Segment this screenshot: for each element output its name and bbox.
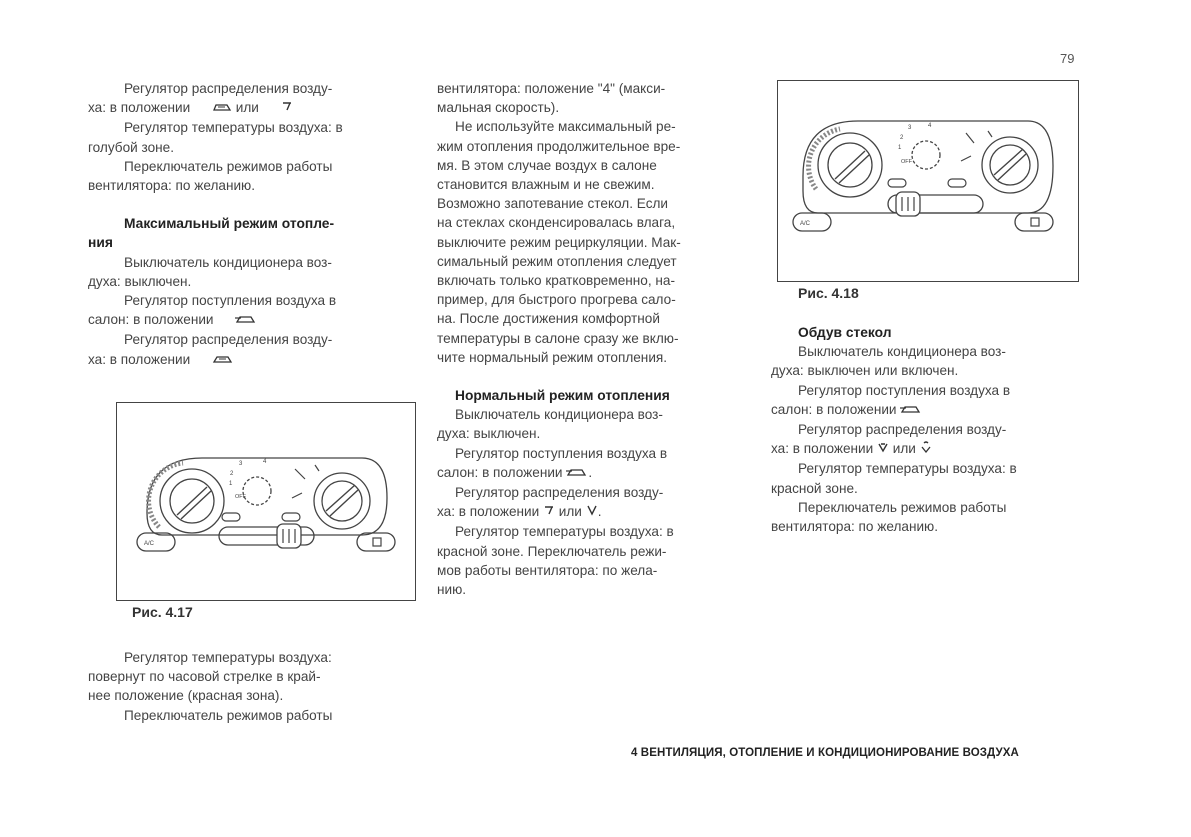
- fresh-air-icon: [900, 401, 922, 420]
- face-vent-icon: [543, 503, 555, 522]
- text: салон: в положении: [88, 312, 214, 328]
- figure-caption: Рис. 4.17: [132, 604, 193, 620]
- text-line: нее положение (красная зона).: [88, 688, 284, 704]
- fresh-air-icon: [217, 311, 257, 330]
- text-line: на стеклах сконденсировалась влага,: [437, 215, 676, 231]
- text-line: Выключатель кондиционера воз-: [798, 344, 1006, 360]
- text-line: вентилятора: по желанию.: [88, 178, 256, 194]
- text-line: симальный режим отопления следует: [437, 253, 677, 269]
- paragraph: [88, 253, 416, 291]
- paragraph: [88, 648, 416, 706]
- defrost-icon: [920, 440, 932, 459]
- text-line: ха: в положении или .: [437, 502, 749, 522]
- ac-button-label: A/C: [800, 221, 811, 227]
- text-line: [771, 400, 1083, 420]
- face-vent-icon: [263, 99, 293, 118]
- text-line: на. После достижения комфортной: [437, 311, 660, 327]
- text-line: мальная скорость).: [437, 100, 560, 116]
- text-line: пример, для быстрого прогрева сало-: [437, 292, 676, 308]
- text-line: Переключатель режимов работы: [124, 707, 333, 723]
- text-line: мов работы вентилятора: по жела-: [437, 562, 658, 578]
- paragraph: [106, 706, 416, 725]
- text: Максимальный режим отопле-: [124, 216, 335, 232]
- text-line: духа: выключен.: [437, 426, 541, 442]
- column-3: [771, 323, 1083, 536]
- text-line: Регулятор поступления воздуха в: [798, 382, 1011, 398]
- text-line: Выключатель кондиционера воз-: [455, 407, 663, 423]
- paragraph: [88, 157, 416, 195]
- text-line: голубой зоне.: [88, 139, 175, 155]
- text: салон: в положении: [437, 464, 563, 480]
- text-line: Регулятор распределения возду-: [798, 422, 1007, 438]
- speed-label: 1: [229, 481, 233, 487]
- page-number: 79: [1060, 51, 1075, 66]
- text-line: чите нормальный режим отопления.: [437, 349, 668, 365]
- text-line: становится влажным и не свежим.: [437, 177, 655, 193]
- text-line: температуры в салоне сразу же вклю-: [437, 330, 679, 346]
- text-line: духа: выключен.: [88, 273, 192, 289]
- figure-4-17: [116, 402, 416, 601]
- car-airflow-icon: [194, 351, 234, 370]
- text: ха: в положении: [88, 351, 191, 367]
- figure-4-18: [777, 80, 1079, 282]
- text-line: [88, 100, 293, 115]
- text-line: Регулятор распределения возду-: [455, 485, 664, 501]
- text: ха: в положении: [88, 100, 191, 116]
- text-line: жим отопления продолжительное вре-: [437, 138, 681, 154]
- text-line: Регулятор распределения возду-: [124, 332, 333, 348]
- page-footer: 4 ВЕНТИЛЯЦИЯ, ОТОПЛЕНИЕ И КОНДИЦИОНИРОВАНИЕ ВОЗДУХА: [631, 747, 1019, 759]
- off-label: OFF: [901, 159, 912, 165]
- speed-label: 4: [928, 123, 932, 129]
- control-panel-drawing: [117, 403, 415, 600]
- section-heading: Обдув стекол: [798, 325, 892, 340]
- text-line: нию.: [437, 582, 467, 598]
- text-line: [771, 439, 1083, 459]
- text-line: Переключатель режимов работы: [798, 499, 1007, 515]
- column-2: [437, 79, 749, 599]
- paragraph: [88, 291, 416, 330]
- text: или: [235, 100, 259, 116]
- column-1-bottom: [88, 648, 416, 725]
- figure-caption: Рис. 4.18: [798, 285, 859, 301]
- text: или: [558, 504, 582, 520]
- text: ха: в положении: [437, 504, 540, 520]
- off-label: OFF: [235, 494, 246, 500]
- text: или: [892, 441, 916, 457]
- text-line: Регулятор поступления воздуха в: [124, 293, 337, 309]
- speed-label: 1: [898, 145, 902, 151]
- text-line: включать только кратковременно, на-: [437, 273, 675, 289]
- text-line: салон: в положении .: [437, 463, 749, 483]
- speed-label: 4: [263, 459, 267, 465]
- column-1-top: [88, 79, 416, 370]
- control-panel-drawing: [778, 81, 1078, 281]
- text-line: [88, 312, 257, 327]
- text-line: Регулятор температуры воздуха:: [124, 650, 332, 665]
- text-line: Регулятор распределения возду-: [124, 81, 333, 96]
- text-line: Возможно запотевание стекол. Если: [437, 196, 669, 212]
- text-line: вентилятора: по желанию.: [771, 519, 939, 535]
- text: салон: в положении: [771, 401, 897, 417]
- speed-label: 3: [908, 125, 912, 131]
- text-line: выключите режим рециркуляции. Мак-: [437, 234, 681, 250]
- text: ха: в положении: [771, 441, 874, 457]
- text-line: Регулятор температуры воздуха: в: [798, 461, 1017, 477]
- text-line: вентилятора: положение "4" (макси-: [437, 81, 666, 96]
- section-heading: Нормальный режим отопления: [455, 388, 670, 404]
- speed-label: 2: [230, 471, 234, 477]
- text-line: Регулятор температуры воздуха: в: [124, 120, 343, 136]
- paragraph: [88, 118, 416, 156]
- floor-vent-icon: [586, 503, 598, 522]
- text-line: духа: выключен или включен.: [771, 363, 959, 379]
- car-airflow-icon: [194, 99, 232, 118]
- text-line: красной зоне. Переключатель режи-: [437, 543, 667, 559]
- text: ния: [88, 235, 113, 251]
- text-line: Переключатель режимов работы: [124, 158, 333, 174]
- text-line: [88, 352, 234, 367]
- fresh-air-icon: [566, 464, 588, 483]
- text-line: Не используйте максимальный ре-: [455, 119, 676, 135]
- speed-label: 2: [900, 135, 904, 141]
- text-line: повернут по часовой стрелке в край-: [88, 669, 321, 685]
- speed-label: 3: [239, 461, 243, 467]
- text-line: Выключатель кондиционера воз-: [124, 254, 332, 270]
- text-line: красной зоне.: [771, 480, 858, 496]
- floor-defrost-icon: [877, 440, 889, 459]
- text-line: Регулятор поступления воздуха в: [455, 445, 668, 461]
- paragraph: [88, 79, 416, 118]
- text-line: Регулятор температуры воздуха: в: [455, 524, 674, 540]
- paragraph: [88, 330, 416, 369]
- ac-button-label: A/C: [144, 541, 155, 547]
- text-line: мя. В этом случае воздух в салоне: [437, 157, 657, 173]
- section-heading: [88, 214, 416, 252]
